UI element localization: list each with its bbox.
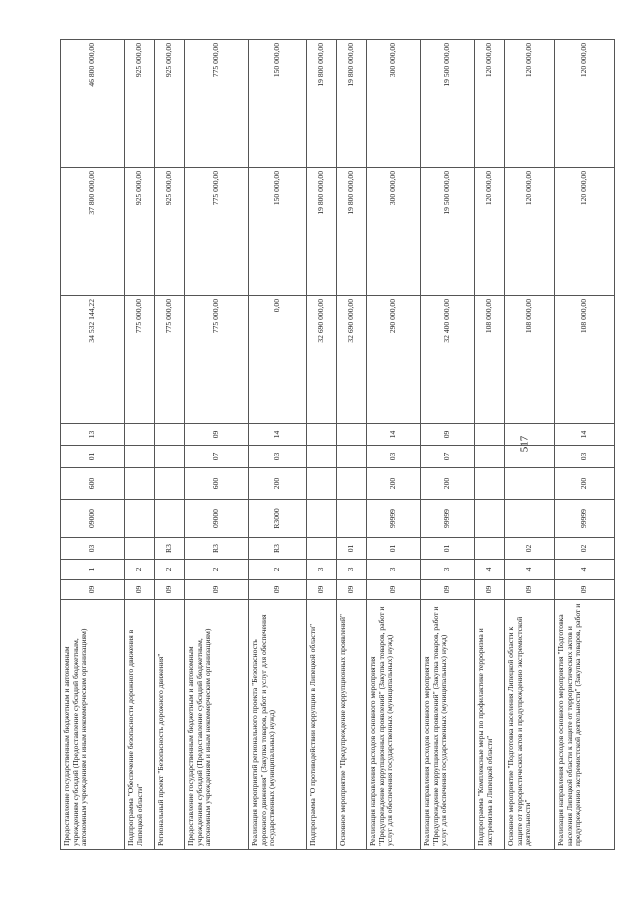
- cell-grbs: 09: [421, 580, 475, 600]
- cell-target-article: 09000: [61, 500, 125, 538]
- table-row: [367, 40, 421, 850]
- cell-expense-type: [125, 468, 155, 500]
- cell-target-article: [505, 500, 555, 538]
- cell-name: Подпрограмма "Обеспечение безопасности дорожного движения в Липецкой области": [125, 600, 155, 850]
- cell-subprogram: R3: [155, 538, 185, 560]
- cell-section: 07: [421, 446, 475, 468]
- cell-subprogram: [125, 538, 155, 560]
- cell-program: 4: [505, 560, 555, 580]
- cell-subsection: 14: [249, 424, 307, 446]
- cell-amount-year2: 120 000,00: [475, 168, 505, 296]
- cell-grbs: 09: [307, 580, 337, 600]
- cell-amount-year3: 19 500 000,00: [421, 40, 475, 168]
- cell-name: Основное мероприятие "Подготовка населения Липецкой области к защите от террористических актов и предупреждению экстремистской деятельности": [505, 600, 555, 850]
- cell-amount-year3: 120 000,00: [555, 40, 615, 168]
- cell-section: 01: [61, 446, 125, 468]
- cell-amount-year3: 300 000,00: [367, 40, 421, 168]
- cell-subprogram: 01: [421, 538, 475, 560]
- cell-amount-year2: 19 500 000,00: [421, 168, 475, 296]
- cell-section: 07: [185, 446, 249, 468]
- cell-amount-year2: 925 000,00: [155, 168, 185, 296]
- cell-amount-year1: 290 000,00: [367, 296, 421, 424]
- cell-amount-year3: 925 000,00: [125, 40, 155, 168]
- cell-amount-year1: 775 000,00: [185, 296, 249, 424]
- cell-target-article: 99999: [555, 500, 615, 538]
- cell-name: Реализация направления расходов основного мероприятия "Подготовка населения Липецкой области к защите от террористических актов и предупреждению экстремистской деятельности" (Закупка товаров, работ и: [555, 600, 615, 850]
- cell-section: 03: [367, 446, 421, 468]
- cell-amount-year2: 150 000,00: [249, 168, 307, 296]
- cell-program: 1: [61, 560, 125, 580]
- cell-amount-year1: 32 690 000,00: [337, 296, 367, 424]
- cell-grbs: 09: [475, 580, 505, 600]
- cell-program: 3: [337, 560, 367, 580]
- cell-name: Реализация направления расходов основного мероприятия "Предупреждение коррупционных проявлений" (Закупка товаров, работ и услуг для обеспечения государственных (муниципальных) нужд): [421, 600, 475, 850]
- cell-grbs: 09: [367, 580, 421, 600]
- cell-expense-type: [307, 468, 337, 500]
- cell-grbs: 09: [61, 580, 125, 600]
- cell-subprogram: 02: [555, 538, 615, 560]
- cell-subsection: [307, 424, 337, 446]
- cell-expense-type: [475, 468, 505, 500]
- cell-grbs: 09: [125, 580, 155, 600]
- table-row: [555, 40, 615, 850]
- cell-amount-year2: 19 800 000,00: [307, 168, 337, 296]
- table-row: [249, 40, 307, 850]
- cell-amount-year1: 108 000,00: [505, 296, 555, 424]
- cell-amount-year2: 19 800 000,00: [337, 168, 367, 296]
- cell-amount-year3: 120 000,00: [505, 40, 555, 168]
- cell-grbs: 09: [555, 580, 615, 600]
- cell-program: 4: [555, 560, 615, 580]
- cell-amount-year3: 150 000,00: [249, 40, 307, 168]
- cell-subprogram: 02: [505, 538, 555, 560]
- cell-amount-year2: 120 000,00: [505, 168, 555, 296]
- table-row: [61, 40, 125, 850]
- cell-amount-year3: 19 800 000,00: [337, 40, 367, 168]
- cell-amount-year1: 32 400 000,00: [421, 296, 475, 424]
- cell-amount-year3: 19 800 000,00: [307, 40, 337, 168]
- cell-expense-type: [155, 468, 185, 500]
- cell-name: Предоставление государственным бюджетным и автономным учреждениям субсидий (Предоставление субсидий бюджетным, автономным учреждениям и иным некоммерческим организациям): [185, 600, 249, 850]
- cell-program: 2: [185, 560, 249, 580]
- cell-subsection: 14: [367, 424, 421, 446]
- cell-target-article: [155, 500, 185, 538]
- cell-expense-type: 200: [421, 468, 475, 500]
- cell-grbs: 09: [249, 580, 307, 600]
- cell-amount-year1: 0,00: [249, 296, 307, 424]
- cell-subprogram: R3: [249, 538, 307, 560]
- table-row: [505, 40, 555, 850]
- cell-section: [505, 446, 555, 468]
- cell-section: [475, 446, 505, 468]
- cell-amount-year1: 108 000,00: [475, 296, 505, 424]
- cell-subsection: [155, 424, 185, 446]
- cell-amount-year2: 37 800 000,00: [61, 168, 125, 296]
- cell-amount-year1: 108 000,00: [555, 296, 615, 424]
- cell-grbs: 09: [505, 580, 555, 600]
- cell-subsection: [475, 424, 505, 446]
- cell-grbs: 09: [155, 580, 185, 600]
- cell-amount-year1: 775 000,00: [125, 296, 155, 424]
- table-row: [475, 40, 505, 850]
- cell-program: 3: [307, 560, 337, 580]
- cell-target-article: 99999: [367, 500, 421, 538]
- cell-name: Основное мероприятие "Предупреждение коррупционных проявлений": [337, 600, 367, 850]
- cell-section: [337, 446, 367, 468]
- cell-subprogram: 01: [337, 538, 367, 560]
- cell-name: Подпрограмма "О противодействии коррупции в Липецкой области": [307, 600, 337, 850]
- cell-section: [155, 446, 185, 468]
- cell-amount-year1: 34 532 144,22: [61, 296, 125, 424]
- cell-expense-type: 600: [61, 468, 125, 500]
- cell-amount-year2: 925 000,00: [125, 168, 155, 296]
- cell-subprogram: R3: [185, 538, 249, 560]
- table-row: [337, 40, 367, 850]
- cell-amount-year3: 925 000,00: [155, 40, 185, 168]
- cell-amount-year2: 300 000,00: [367, 168, 421, 296]
- cell-program: 3: [367, 560, 421, 580]
- budget-table: [60, 39, 615, 850]
- cell-amount-year2: 775 000,00: [185, 168, 249, 296]
- cell-program: 4: [475, 560, 505, 580]
- cell-program: 2: [125, 560, 155, 580]
- cell-section: 03: [249, 446, 307, 468]
- cell-section: [307, 446, 337, 468]
- cell-expense-type: 200: [249, 468, 307, 500]
- cell-target-article: [475, 500, 505, 538]
- table-row: [125, 40, 155, 850]
- cell-program: 2: [155, 560, 185, 580]
- cell-target-article: 09000: [185, 500, 249, 538]
- cell-target-article: R3000: [249, 500, 307, 538]
- cell-name: Реализация направления расходов основного мероприятия "Предупреждение коррупционных проявлений" (Закупка товаров, работ и услуг для обеспечения государственных (муниципальных) нужд): [367, 600, 421, 850]
- cell-target-article: [125, 500, 155, 538]
- table-row: [307, 40, 337, 850]
- cell-amount-year3: 46 800 000,00: [61, 40, 125, 168]
- cell-subprogram: 01: [367, 538, 421, 560]
- cell-subsection: [337, 424, 367, 446]
- cell-subsection: [125, 424, 155, 446]
- cell-expense-type: [337, 468, 367, 500]
- table-row: [155, 40, 185, 850]
- cell-amount-year3: 120 000,00: [475, 40, 505, 168]
- cell-section: [125, 446, 155, 468]
- table-row: [421, 40, 475, 850]
- cell-subprogram: [475, 538, 505, 560]
- cell-expense-type: 600: [185, 468, 249, 500]
- cell-subprogram: [307, 538, 337, 560]
- cell-section: 03: [555, 446, 615, 468]
- cell-expense-type: 200: [367, 468, 421, 500]
- cell-subprogram: 03: [61, 538, 125, 560]
- cell-name: Региональный проект "Безопасность дорожного движения": [155, 600, 185, 850]
- budget-table-container: [60, 40, 589, 850]
- cell-subsection: 09: [421, 424, 475, 446]
- cell-program: 2: [249, 560, 307, 580]
- cell-subsection: [505, 424, 555, 446]
- cell-target-article: [337, 500, 367, 538]
- cell-name: Подпрограмма "Комплексные меры по профилактике терроризма и экстремизма в Липецкой области": [475, 600, 505, 850]
- page-number: 517: [518, 435, 530, 453]
- cell-name: Предоставление государственным бюджетным и автономным учреждениям субсидий (Предоставление субсидий бюджетным, автономным учреждениям и иным некоммерческим организациям): [61, 600, 125, 850]
- cell-grbs: 09: [337, 580, 367, 600]
- cell-expense-type: [505, 468, 555, 500]
- cell-target-article: [307, 500, 337, 538]
- cell-subsection: 09: [185, 424, 249, 446]
- cell-expense-type: 200: [555, 468, 615, 500]
- cell-subsection: 13: [61, 424, 125, 446]
- cell-amount-year1: 32 690 000,00: [307, 296, 337, 424]
- cell-amount-year2: 120 000,00: [555, 168, 615, 296]
- cell-program: 3: [421, 560, 475, 580]
- table-row: [185, 40, 249, 850]
- cell-subsection: 14: [555, 424, 615, 446]
- cell-target-article: 99999: [421, 500, 475, 538]
- cell-amount-year1: 775 000,00: [155, 296, 185, 424]
- cell-amount-year3: 775 000,00: [185, 40, 249, 168]
- cell-grbs: 09: [185, 580, 249, 600]
- cell-name: Реализация мероприятий регионального проекта "Безопасность дорожного движения" (Закупка товаров, работ и услуг для обеспечения государственных (муниципальных) нужд): [249, 600, 307, 850]
